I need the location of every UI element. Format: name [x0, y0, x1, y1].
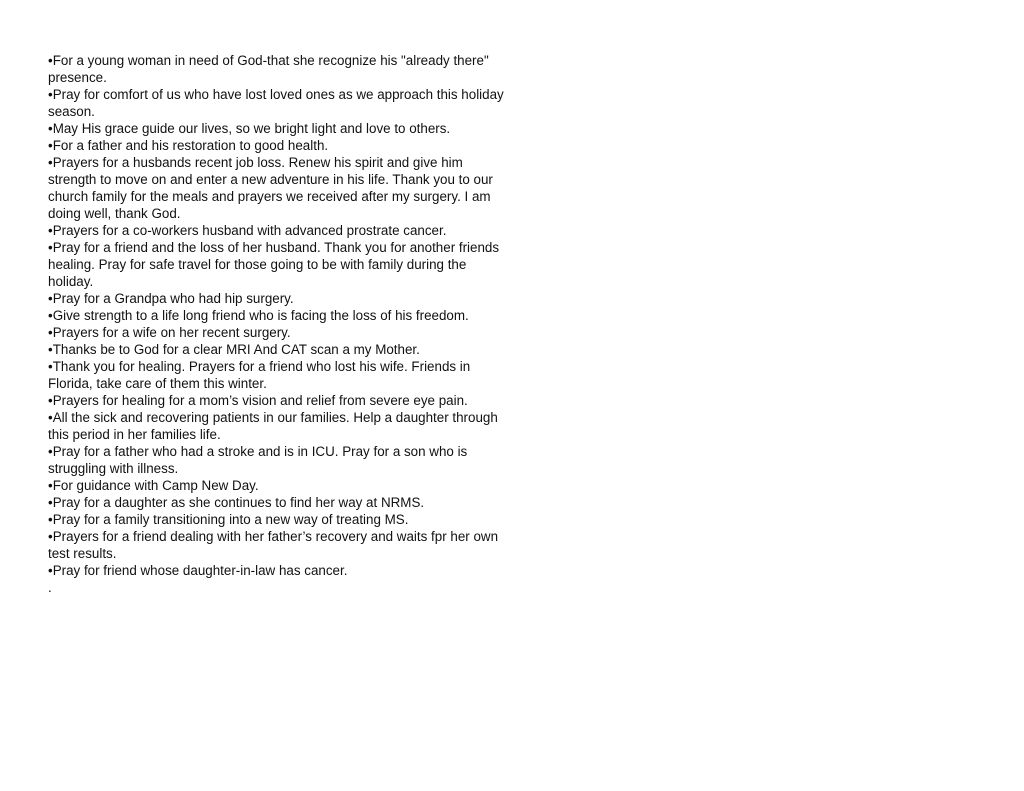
text-line: .	[48, 580, 52, 595]
text-line: Florida, take care of them this winter.	[48, 376, 267, 391]
text-line: •Prayers for a husbands recent job loss. Renew his spirit and give him	[48, 155, 463, 170]
text-line: •Pray for a father who had a stroke and is in ICU. Pray for a son who is	[48, 444, 468, 459]
text-line: •May His grace guide our lives, so we bright light and love to others.	[48, 121, 451, 136]
prayer-list	[48, 52, 548, 596]
text-line: •Pray for a daughter as she continues to find her way at NRMS.	[48, 495, 425, 510]
text-line: •Prayers for a co-workers husband with advanced prostrate cancer.	[48, 223, 447, 238]
text-line: •Pray for friend whose daughter-in-law has cancer.	[48, 563, 348, 578]
text-line: holiday.	[48, 274, 94, 289]
text-line: church family for the meals and prayers we received after my surgery. I am	[48, 189, 491, 204]
text-line: •Pray for a family transitioning into a new way of treating MS.	[48, 512, 409, 527]
text-line: •Thanks be to God for a clear MRI And CAT scan a my Mother.	[48, 342, 420, 357]
text-line: •Prayers for a friend dealing with her father’s recovery and waits fpr her own	[48, 529, 499, 544]
text-line: healing. Pray for safe travel for those going to be with family during the	[48, 257, 467, 272]
text-line: strength to move on and enter a new adventure in his life. Thank you to our	[48, 172, 493, 187]
text-line: •For a father and his restoration to good health.	[48, 138, 329, 153]
text-line: •Thank you for healing. Prayers for a friend who lost his wife. Friends in	[48, 359, 471, 374]
text-line: this period in her families life.	[48, 427, 221, 442]
text-line: test results.	[48, 546, 117, 561]
text-line: •All the sick and recovering patients in our families. Help a daughter through	[48, 410, 498, 425]
text-line: •For a young woman in need of God-that she recognize his "already there"	[48, 53, 489, 68]
text-line: •Give strength to a life long friend who is facing the loss of his freedom.	[48, 308, 469, 323]
text-line: presence.	[48, 70, 107, 85]
text-line: doing well, thank God.	[48, 206, 181, 221]
text-line: season.	[48, 104, 95, 119]
text-line: •Pray for a friend and the loss of her husband. Thank you for another friends	[48, 240, 500, 255]
text-line: •For guidance with Camp New Day.	[48, 478, 259, 493]
text-line: struggling with illness.	[48, 461, 179, 476]
text-line: •Prayers for healing for a mom’s vision and relief from severe eye pain.	[48, 393, 468, 408]
text-line: •Prayers for a wife on her recent surgery.	[48, 325, 291, 340]
text-line: •Pray for comfort of us who have lost loved ones as we approach this holiday	[48, 87, 504, 102]
text-line: •Pray for a Grandpa who had hip surgery.	[48, 291, 294, 306]
